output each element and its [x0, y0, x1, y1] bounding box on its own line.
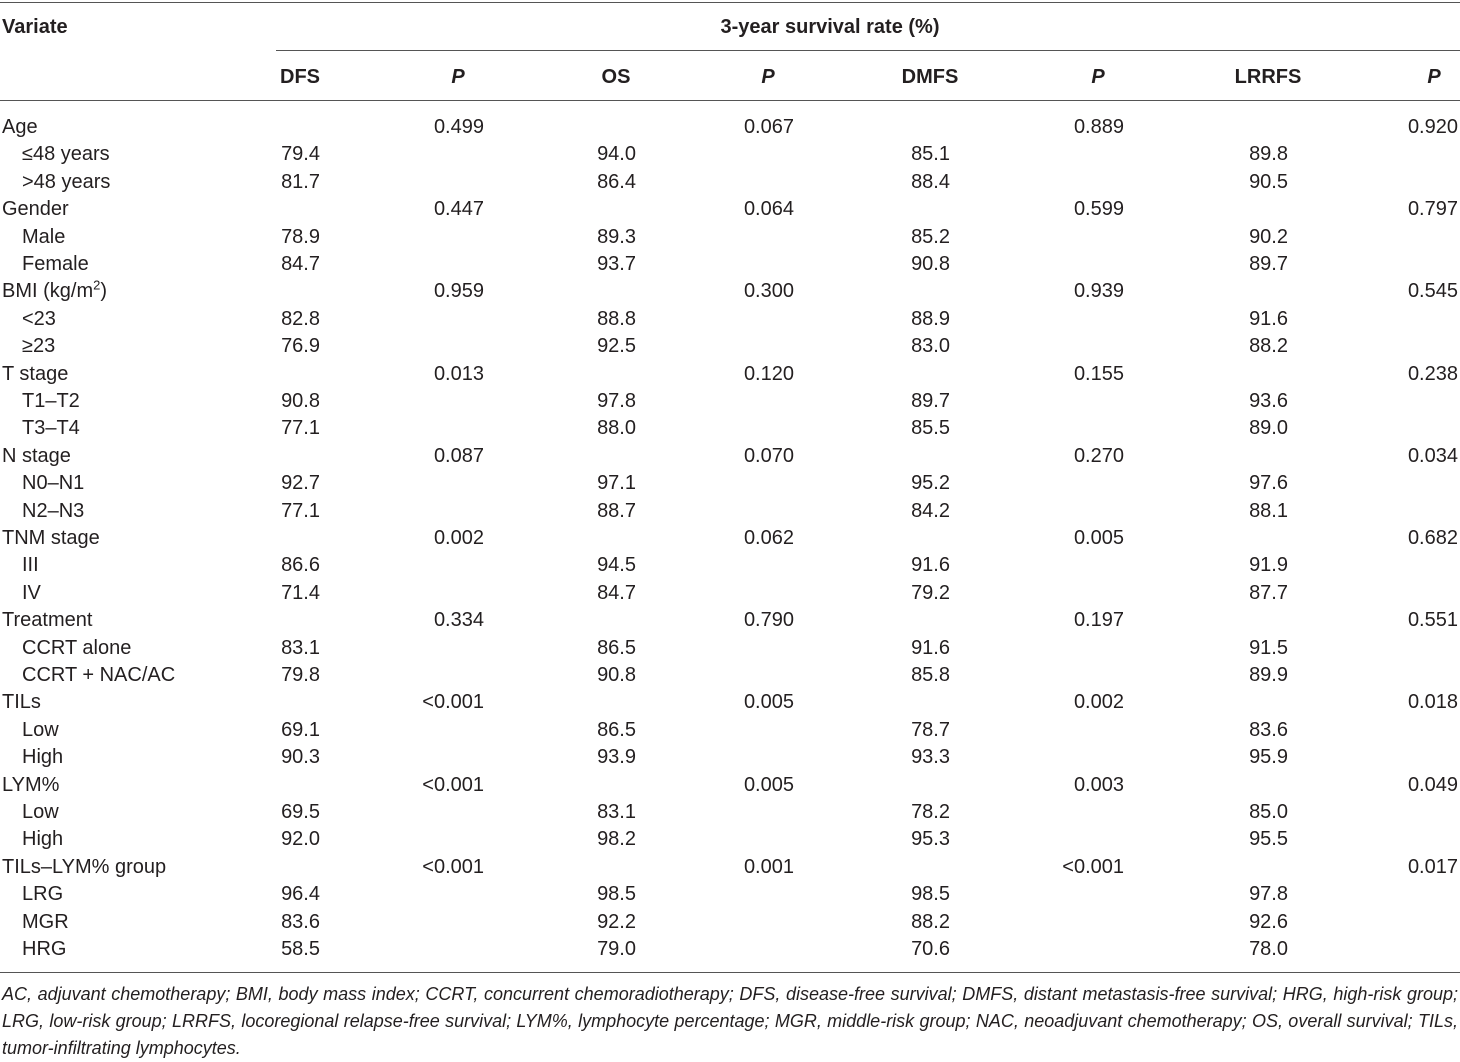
table-cell: 92.5 [597, 335, 636, 358]
row-label [22, 552, 39, 578]
row-label-text: N0–N1 [22, 472, 85, 495]
table-cell: 69.5 [281, 801, 320, 823]
row-label-text: IV [22, 581, 41, 604]
column-header-p-3: P [761, 66, 775, 88]
table-cell: 78.7 [911, 718, 950, 741]
table-cell: 70.6 [911, 938, 950, 960]
table-cell: 0.003 [1073, 773, 1124, 796]
table-cell: 90.8 [281, 390, 320, 412]
table-cell: 0.002 [433, 527, 484, 549]
table-cell: 0.005 [743, 773, 794, 796]
table-cell: 97.8 [597, 390, 636, 412]
table-cell: 83.1 [597, 801, 636, 823]
table-cell: 91.6 [1249, 307, 1288, 330]
row-label [22, 415, 80, 441]
table-cell: 95.5 [1249, 828, 1288, 851]
table-cell: 83.0 [911, 335, 950, 358]
table-cell: 87.7 [1249, 581, 1288, 604]
table-footnote: AC, adjuvant chemotherapy; BMI, body mass index; CCRT, concurrent chemoradiotherapy; DFS, disease-free survival; DMFS, distant metastasis-free survival; HRG, high-risk group; LRG, low-risk group; LRRFS, locoregional relapse-free survival; LYM%, lymphocyte percentage; MGR, middle-risk group; NAC, neoadjuvant chemotherapy; OS, overall survival; TILs, tumor-infiltrating lymphocytes. [2, 984, 1458, 1058]
table-cell: 0.034 [1407, 444, 1458, 467]
table-cell: 0.005 [743, 691, 794, 714]
table-cell: <0.001 [1062, 855, 1124, 878]
table-cell: 88.7 [597, 499, 636, 522]
column-header-dmfs: DMFS [901, 66, 959, 88]
row-label [2, 854, 166, 880]
table-cell: 0.447 [433, 198, 484, 221]
row-label [22, 141, 110, 167]
table-cell: 89.7 [911, 390, 950, 412]
table-cell: 95.9 [1249, 746, 1288, 769]
row-label [2, 278, 107, 304]
row-label [22, 881, 63, 907]
header-survival-group: 3-year survival rate (%) [720, 16, 940, 38]
table-cell: 0.049 [1407, 773, 1458, 796]
row-label-text: TNM stage [2, 527, 100, 549]
table-cell: 97.8 [1249, 883, 1288, 906]
row-label-text: Low [22, 801, 59, 823]
table-cell: 90.5 [1249, 170, 1288, 193]
table-cell: 0.197 [1073, 609, 1124, 632]
row-label [22, 470, 84, 496]
table-cell: 89.9 [1249, 664, 1288, 686]
row-label-text: TILs–LYM% group [2, 855, 167, 878]
table-cell: 85.0 [1249, 801, 1288, 823]
row-label-text: MGR [22, 910, 69, 933]
table-cell: 0.005 [1073, 527, 1124, 549]
row-label-text: Age [2, 116, 38, 138]
row-label-text: LYM% [2, 773, 60, 796]
row-label-text: HRG [22, 938, 67, 960]
table-cell: 79.4 [281, 143, 320, 166]
table-cell: 92.7 [281, 472, 320, 495]
row-label [2, 525, 100, 551]
table-cell: 83.1 [281, 636, 320, 659]
table-cell: 0.270 [1073, 444, 1124, 467]
table-cell: 76.9 [281, 335, 320, 358]
table-cell: 88.8 [597, 307, 636, 330]
table-cell: 78.9 [281, 225, 320, 248]
row-label-text: Female [22, 253, 89, 275]
table-cell: 91.6 [911, 636, 950, 659]
row-label-text: High [22, 746, 64, 769]
table-cell: 93.7 [597, 253, 636, 275]
table-cell: 90.2 [1249, 225, 1288, 248]
row-label-text: LRG [22, 883, 64, 906]
row-label-text: Treatment [2, 609, 93, 632]
row-label-text: Low [22, 718, 59, 741]
table-cell: 0.959 [433, 280, 484, 303]
table-cell: 86.5 [597, 636, 636, 659]
table-cell: 84.7 [597, 581, 636, 604]
table-cell: 85.1 [911, 143, 950, 166]
column-header-p-5: P [1091, 66, 1105, 88]
table-cell: 92.6 [1249, 910, 1288, 933]
table-cell: 79.2 [911, 581, 950, 604]
table-cell: 89.8 [1249, 143, 1288, 166]
table-cell: 0.017 [1407, 855, 1458, 878]
table-cell: 93.6 [1249, 390, 1288, 412]
table-cell: 0.155 [1073, 362, 1124, 385]
table-cell: 88.4 [911, 170, 950, 193]
table-cell: 79.0 [597, 938, 636, 960]
table-cell: 95.2 [911, 472, 950, 495]
table-cell: 0.499 [433, 116, 484, 138]
table-cell: 0.300 [743, 280, 794, 303]
table-cell: 92.0 [281, 828, 320, 851]
header-variate: Variate [2, 16, 68, 38]
table-cell: 86.4 [597, 170, 636, 193]
table-cell: 94.0 [597, 143, 636, 166]
column-header-p-1: P [451, 66, 465, 88]
row-label [22, 662, 175, 688]
table-cell: 77.1 [281, 417, 320, 440]
row-label-text: T1–T2 [22, 390, 80, 412]
row-label [22, 333, 55, 359]
table-cell: 96.4 [281, 883, 320, 906]
row-label-text: Gender [2, 198, 69, 221]
table-cell: 91.5 [1249, 636, 1288, 659]
row-label [22, 388, 80, 414]
row-label [2, 196, 69, 222]
row-label [22, 826, 63, 852]
row-label [22, 744, 63, 770]
table-cell: 71.4 [281, 581, 320, 604]
row-label-text: T stage [2, 362, 69, 385]
row-label [2, 114, 38, 140]
table-cell: 90.8 [911, 253, 950, 275]
table-cell: 90.3 [281, 746, 320, 769]
table-cell: 89.0 [1249, 417, 1288, 440]
table-cell: 83.6 [281, 910, 320, 933]
row-label-superscript: 2 [93, 277, 101, 293]
table-top-rule [0, 2, 1460, 3]
table-cell: 93.3 [911, 746, 950, 769]
header-bottom-rule [0, 100, 1460, 101]
row-label-text: >48 years [22, 170, 111, 193]
table-cell: 0.939 [1073, 280, 1124, 303]
row-label [22, 251, 89, 277]
table-cell: 79.8 [281, 664, 320, 686]
table-cell: 0.087 [433, 444, 484, 467]
table-cell: 0.790 [743, 609, 794, 632]
row-label [22, 580, 41, 606]
row-label-text: <23 [22, 307, 56, 330]
table-cell: 0.682 [1407, 527, 1458, 549]
table-cell: 0.013 [433, 362, 484, 385]
table-cell: 85.2 [911, 225, 950, 248]
table-cell: 91.9 [1249, 554, 1288, 577]
table-cell: 0.545 [1407, 280, 1458, 303]
table-cell: 0.551 [1407, 609, 1458, 632]
row-label-text: T3–T4 [22, 417, 80, 440]
row-label [22, 224, 65, 250]
table-cell: 92.2 [597, 910, 636, 933]
table-cell: 69.1 [281, 718, 320, 741]
row-label-text: ≤48 years [22, 143, 110, 166]
column-header-dfs: DFS [280, 66, 320, 88]
row-label [22, 909, 69, 935]
row-label [22, 306, 56, 332]
table-cell: 89.3 [597, 225, 636, 248]
table-cell: 84.2 [911, 499, 950, 522]
column-header-p-7: P [1427, 66, 1441, 88]
row-label [2, 772, 59, 798]
table-cell: 88.0 [597, 417, 636, 440]
table-cell: 88.9 [911, 307, 950, 330]
table-bottom-rule [0, 972, 1460, 973]
table-cell: 84.7 [281, 253, 320, 275]
table-cell: 0.067 [743, 116, 794, 138]
row-label [22, 717, 59, 743]
row-label [22, 635, 131, 661]
row-label-text: CCRT alone [22, 636, 132, 659]
table-cell: 89.7 [1249, 253, 1288, 275]
row-label [22, 936, 66, 962]
row-label [22, 169, 110, 195]
table-cell: 83.6 [1249, 718, 1288, 741]
row-label-text: Male [22, 225, 66, 248]
table-cell: 0.070 [743, 444, 794, 467]
table-cell: 78.2 [911, 801, 950, 823]
table-cell: 0.120 [743, 362, 794, 385]
column-header-lrrfs: LRRFS [1234, 66, 1302, 88]
row-label [2, 607, 92, 633]
row-label [2, 443, 71, 469]
table-cell: 95.3 [911, 828, 950, 851]
row-label-text: ≥23 [22, 335, 56, 358]
table-cell: 77.1 [281, 499, 320, 522]
table-cell: 58.5 [281, 938, 320, 960]
table-cell: 85.5 [911, 417, 950, 440]
table-cell: 97.1 [597, 472, 636, 495]
group-underline [276, 50, 1460, 51]
table-cell: 85.8 [911, 664, 950, 686]
row-label-text: N2–N3 [22, 499, 85, 522]
table-cell: 0.238 [1407, 362, 1458, 385]
row-label-text: N stage [2, 444, 71, 467]
table-cell: 97.6 [1249, 472, 1288, 495]
table-cell: <0.001 [422, 855, 484, 878]
row-label-text: CCRT + NAC/AC [22, 664, 176, 686]
table-cell: 0.002 [1073, 691, 1124, 714]
column-header-os: OS [601, 66, 631, 88]
table-cell: 0.599 [1073, 198, 1124, 221]
table-cell: <0.001 [422, 691, 484, 714]
table-cell: 93.9 [597, 746, 636, 769]
table-cell: 0.062 [743, 527, 794, 549]
row-label-text: TILs [2, 691, 41, 714]
table-cell: 86.6 [281, 554, 320, 577]
table-cell: 0.334 [433, 609, 484, 632]
table-cell: 90.8 [597, 664, 636, 686]
table-cell: 88.2 [911, 910, 950, 933]
table-cell: 88.2 [1249, 335, 1288, 358]
row-label [22, 799, 59, 825]
table-cell: 98.2 [597, 828, 636, 851]
row-label [22, 498, 84, 524]
table-cell: 98.5 [911, 883, 950, 906]
table-cell: 0.797 [1407, 198, 1458, 221]
row-label-text: III [22, 554, 39, 577]
table-cell: 86.5 [597, 718, 636, 741]
row-label [2, 689, 41, 715]
table-cell: 82.8 [281, 307, 320, 330]
table-cell: 0.001 [743, 855, 794, 878]
table-cell: 0.920 [1407, 116, 1458, 138]
table-cell: <0.001 [422, 773, 484, 796]
table-cell: 91.6 [911, 554, 950, 577]
table-cell: 94.5 [597, 554, 636, 577]
row-label-text: BMI (kg/m [2, 280, 94, 303]
row-label [2, 361, 68, 387]
row-label-text: High [22, 828, 64, 851]
table-cell: 98.5 [597, 883, 636, 906]
row-label-suffix: ) [100, 280, 108, 303]
table-cell: 88.1 [1249, 499, 1288, 522]
table-cell: 0.889 [1073, 116, 1124, 138]
table-cell: 78.0 [1249, 938, 1288, 960]
table-cell: 0.064 [743, 198, 794, 221]
table-cell: 81.7 [281, 170, 320, 193]
table-cell: 0.018 [1407, 691, 1458, 714]
